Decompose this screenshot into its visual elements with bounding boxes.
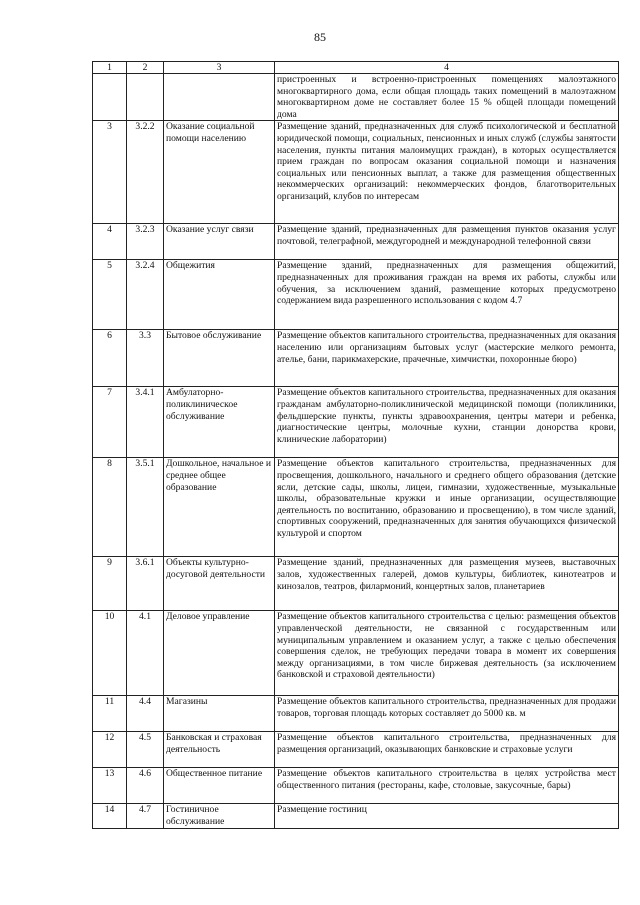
table-row bbox=[93, 224, 619, 260]
row-code: 4.4 bbox=[127, 696, 164, 732]
table-row bbox=[93, 260, 619, 330]
table-row bbox=[93, 611, 619, 696]
row-name: Общественное питание bbox=[164, 768, 275, 804]
row-description: Размещение объектов капитального строительства, предназначенных для оказания населению или организациям бытовых услуг (мастерские мелкого ремонта, ателье, бани, парикмахерские, прачечные, химчистки, похоронные бюро) bbox=[275, 330, 619, 387]
row-number: 10 bbox=[93, 611, 127, 696]
header-cell: 4 bbox=[275, 62, 619, 74]
page-number: 85 bbox=[314, 30, 326, 44]
table-row bbox=[93, 557, 619, 611]
row-description: Размещение зданий, предназначенных для размещения музеев, выставочных залов, художественных галерей, домов культуры, библиотек, кинотеатров и кинозалов, театров, филармоний, концертных залов, планетариев bbox=[275, 557, 619, 611]
row-code: 4.1 bbox=[127, 611, 164, 696]
land-use-table bbox=[92, 61, 619, 829]
row-number: 11 bbox=[93, 696, 127, 732]
row-code: 3.5.1 bbox=[127, 458, 164, 557]
row-name: Банковская и страховая деятельность bbox=[164, 732, 275, 768]
row-name: Дошкольное, начальное и среднее общее образование bbox=[164, 458, 275, 557]
row-description: Размещение объектов капитального строительства с целью: размещения объектов управленческой деятельности, не связанной с государственным или муниципальным управлением и оказанием услуг, а также с целью обеспечения совершения сделок, не требующих передачи товара в момент их совершения между организациями, в том числе биржевая деятельность (за исключением банковской и страховой деятельности) bbox=[275, 611, 619, 696]
row-name: Магазины bbox=[164, 696, 275, 732]
row-name: Оказание социальной помощи населению bbox=[164, 121, 275, 224]
row-description: Размещение гостиниц bbox=[275, 804, 619, 828]
row-code: 3.3 bbox=[127, 330, 164, 387]
row-number bbox=[93, 74, 127, 121]
row-code: 3.2.3 bbox=[127, 224, 164, 260]
table-row bbox=[93, 387, 619, 458]
header-cell: 3 bbox=[164, 62, 275, 74]
row-description: Размещение объектов капитального строительства, предназначенных для размещения организаций, оказывающих банковские и страховые услуги bbox=[275, 732, 619, 768]
row-description: Размещение зданий, предназначенных для размещения пунктов оказания услуг почтовой, телеграфной, междугородней и международной телефонной связи bbox=[275, 224, 619, 260]
table-row bbox=[93, 696, 619, 732]
row-number: 3 bbox=[93, 121, 127, 224]
header-cell: 1 bbox=[93, 62, 127, 74]
table-row bbox=[93, 330, 619, 387]
row-code: 3.4.1 bbox=[127, 387, 164, 458]
table-row bbox=[93, 74, 619, 121]
row-name: Оказание услуг связи bbox=[164, 224, 275, 260]
row-number: 6 bbox=[93, 330, 127, 387]
row-name: Амбулаторно-поликлиническое обслуживание bbox=[164, 387, 275, 458]
table-row bbox=[93, 121, 619, 224]
table-row bbox=[93, 768, 619, 804]
row-description: Размещение зданий, предназначенных для служб психологической и бесплатной юридической помощи, социальных, пенсионных и иных служб (службы занятости населения, пункты питания малоимущих граждан), в которых осуществляется прием граждан по вопросам оказания социальной помощи и назначения социальных или пенсионных выплат, а также для размещения общественных некоммерческих организаций: некоммерческих фондов, благотворительных организаций, клубов по интересам bbox=[275, 121, 619, 224]
row-number: 12 bbox=[93, 732, 127, 768]
row-name: Бытовое обслуживание bbox=[164, 330, 275, 387]
row-number: 8 bbox=[93, 458, 127, 557]
row-code: 4.6 bbox=[127, 768, 164, 804]
row-name: Общежития bbox=[164, 260, 275, 330]
row-code bbox=[127, 74, 164, 121]
table-row bbox=[93, 732, 619, 768]
row-description: Размещение объектов капитального строительства, предназначенных для просвещения, дошкольного, начального и среднего общего образования (детские ясли, детские сады, школы, лицеи, гимназии, художественные, музыкальные школы, образовательные кружки и иные организации, осуществляющие деятельность по воспитанию, образованию и просвещению), в том числе зданий, спортивных сооружений, предназначенных для занятия обучающихся физической культурой и спортом bbox=[275, 458, 619, 557]
row-description: Размещение объектов капитального строительства, предназначенных для продажи товаров, торговая площадь которых составляет до 5000 кв. м bbox=[275, 696, 619, 732]
row-description: Размещение объектов капитального строительства в целях устройства мест общественного питания (рестораны, кафе, столовые, закусочные, бары) bbox=[275, 768, 619, 804]
row-number: 5 bbox=[93, 260, 127, 330]
row-description: Размещение объектов капитального строительства, предназначенных для оказания гражданам амбулаторно-поликлинической медицинской помощи (поликлиники, фельдшерские пункты, пункты здравоохранения, центры матери и ребенка, диагностические центры, молочные кухни, станции донорства крови, клинические лаборатории) bbox=[275, 387, 619, 458]
row-number: 14 bbox=[93, 804, 127, 828]
row-code: 4.5 bbox=[127, 732, 164, 768]
table-row bbox=[93, 458, 619, 557]
row-code: 4.7 bbox=[127, 804, 164, 828]
row-code: 3.2.2 bbox=[127, 121, 164, 224]
table-header-row bbox=[93, 62, 619, 74]
row-number: 7 bbox=[93, 387, 127, 458]
row-name bbox=[164, 74, 275, 121]
row-name: Объекты культурно-досуговой деятельности bbox=[164, 557, 275, 611]
table-row bbox=[93, 804, 619, 828]
row-name: Гостиничное обслуживание bbox=[164, 804, 275, 828]
header-cell: 2 bbox=[127, 62, 164, 74]
row-description: Размещение зданий, предназначенных для размещения общежитий, предназначенных для проживания граждан на время их работы, службы или обучения, за исключением зданий, размещение которых предусмотрено содержанием вида разрешенного использования с кодом 4.7 bbox=[275, 260, 619, 330]
row-number: 13 bbox=[93, 768, 127, 804]
row-code: 3.6.1 bbox=[127, 557, 164, 611]
row-number: 9 bbox=[93, 557, 127, 611]
row-name: Деловое управление bbox=[164, 611, 275, 696]
row-number: 4 bbox=[93, 224, 127, 260]
row-description: пристроенных и встроенно-пристроенных помещениях малоэтажного многоквартирного дома, если общая площадь таких помещений в малоэтажном многоквартирном доме не составляет более 15 % общей площади помещений дома bbox=[275, 74, 619, 121]
row-code: 3.2.4 bbox=[127, 260, 164, 330]
